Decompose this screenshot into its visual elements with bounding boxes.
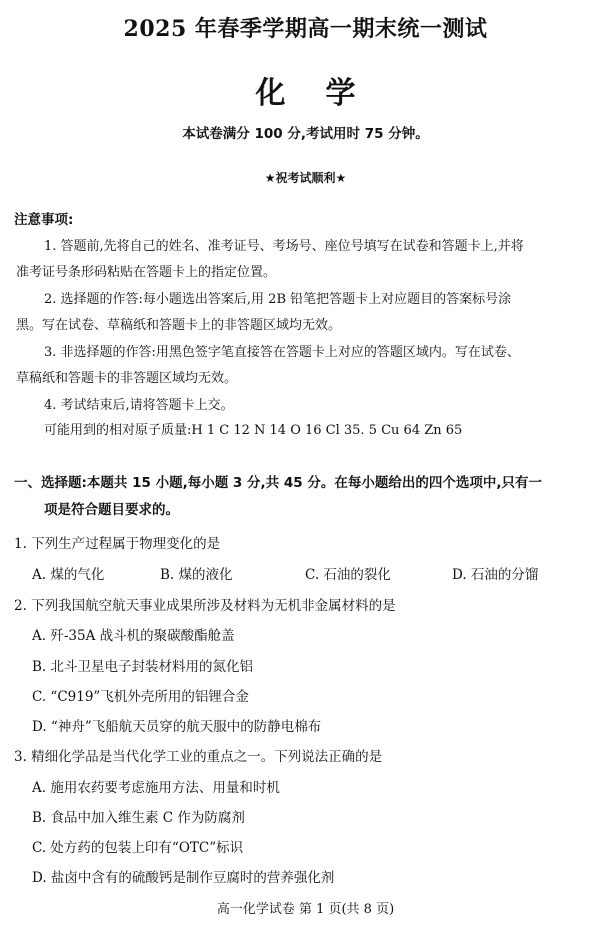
- page-footer: 高一化学试卷 第 1 页(共 8 页): [216, 902, 395, 917]
- exam-title: 2025 年春季学期高一期末统一测试: [123, 16, 488, 42]
- section-1-instruction-cont: 项是符合题目要求的。: [44, 502, 179, 518]
- question-1-option-d: D. 石油的分馏: [452, 567, 539, 583]
- question-3-option-a: A. 施用农药要考虑施用方法、用量和时机: [32, 780, 280, 796]
- question-3-option-d: D. 盐卤中含有的硫酸钙是制作豆腐时的营养强化剂: [32, 870, 335, 886]
- notice-heading: 注意事项:: [14, 212, 74, 228]
- atomic-mass-line: 可能用到的相对原子质量:H 1 C 12 N 14 O 16 Cl 35. 5 Cu 64 Zn 65: [44, 423, 463, 438]
- good-luck-line: ★祝考试顺利★: [264, 171, 347, 185]
- question-2-option-d: D. “神舟”飞船航天员穿的航天服中的防静电棉布: [32, 719, 322, 735]
- notice-line-7: 4. 考试结束后,请将答题卡上交。: [44, 398, 234, 413]
- question-1-stem: 1. 下列生产过程属于物理变化的是: [14, 536, 221, 552]
- notice-line-6: 草稿纸和答题卡的非答题区域均无效。: [16, 371, 238, 386]
- question-3-option-b: B. 食品中加入维生素 C 作为防腐剂: [32, 810, 245, 826]
- question-1-option-b: B. 煤的液化: [160, 567, 233, 583]
- notice-line-3: 2. 选择题的作答:每小题选出答案后,用 2B 铅笔把答题卡上对应题目的答案标号涂: [44, 292, 512, 307]
- notice-line-1: 1. 答题前,先将自己的姓名、准考证号、考场号、座位号填写在试卷和答题卡上,并将: [44, 239, 524, 254]
- question-1-option-c: C. 石油的裂化: [305, 567, 391, 583]
- notice-line-5: 3. 非选择题的作答:用黑色签字笔直接答在答题卡上对应的答题区域内。写在试卷、: [44, 345, 520, 360]
- question-3-stem: 3. 精细化学品是当代化学工业的重点之一。下列说法正确的是: [14, 749, 383, 765]
- notice-line-4: 黑。写在试卷、草稿纸和答题卡上的非答题区域均无效。: [16, 318, 342, 333]
- question-1-option-a: A. 煤的气化: [32, 567, 105, 583]
- subject-title: 化学: [255, 76, 396, 111]
- question-2-option-b: B. 北斗卫星电子封装材料用的氮化铝: [32, 659, 254, 675]
- question-3-option-c: C. 处方药的包装上印有“OTC”标识: [32, 840, 244, 856]
- exam-info: 本试卷满分 100 分,考试用时 75 分钟。: [182, 126, 429, 142]
- question-2-option-a: A. 歼-35A 战斗机的聚碳酸酯舱盖: [32, 628, 235, 644]
- notice-line-2: 准考证号条形码粘贴在答题卡上的指定位置。: [16, 265, 277, 280]
- section-1-instruction: 一、选择题:本题共 15 小题,每小题 3 分,共 45 分。在每小题给出的四个选项中,只有一: [14, 475, 542, 491]
- question-2-stem: 2. 下列我国航空航天事业成果所涉及材料为无机非金属材料的是: [14, 598, 396, 614]
- question-2-option-c: C. “C919”飞机外壳所用的铝锂合金: [32, 689, 249, 705]
